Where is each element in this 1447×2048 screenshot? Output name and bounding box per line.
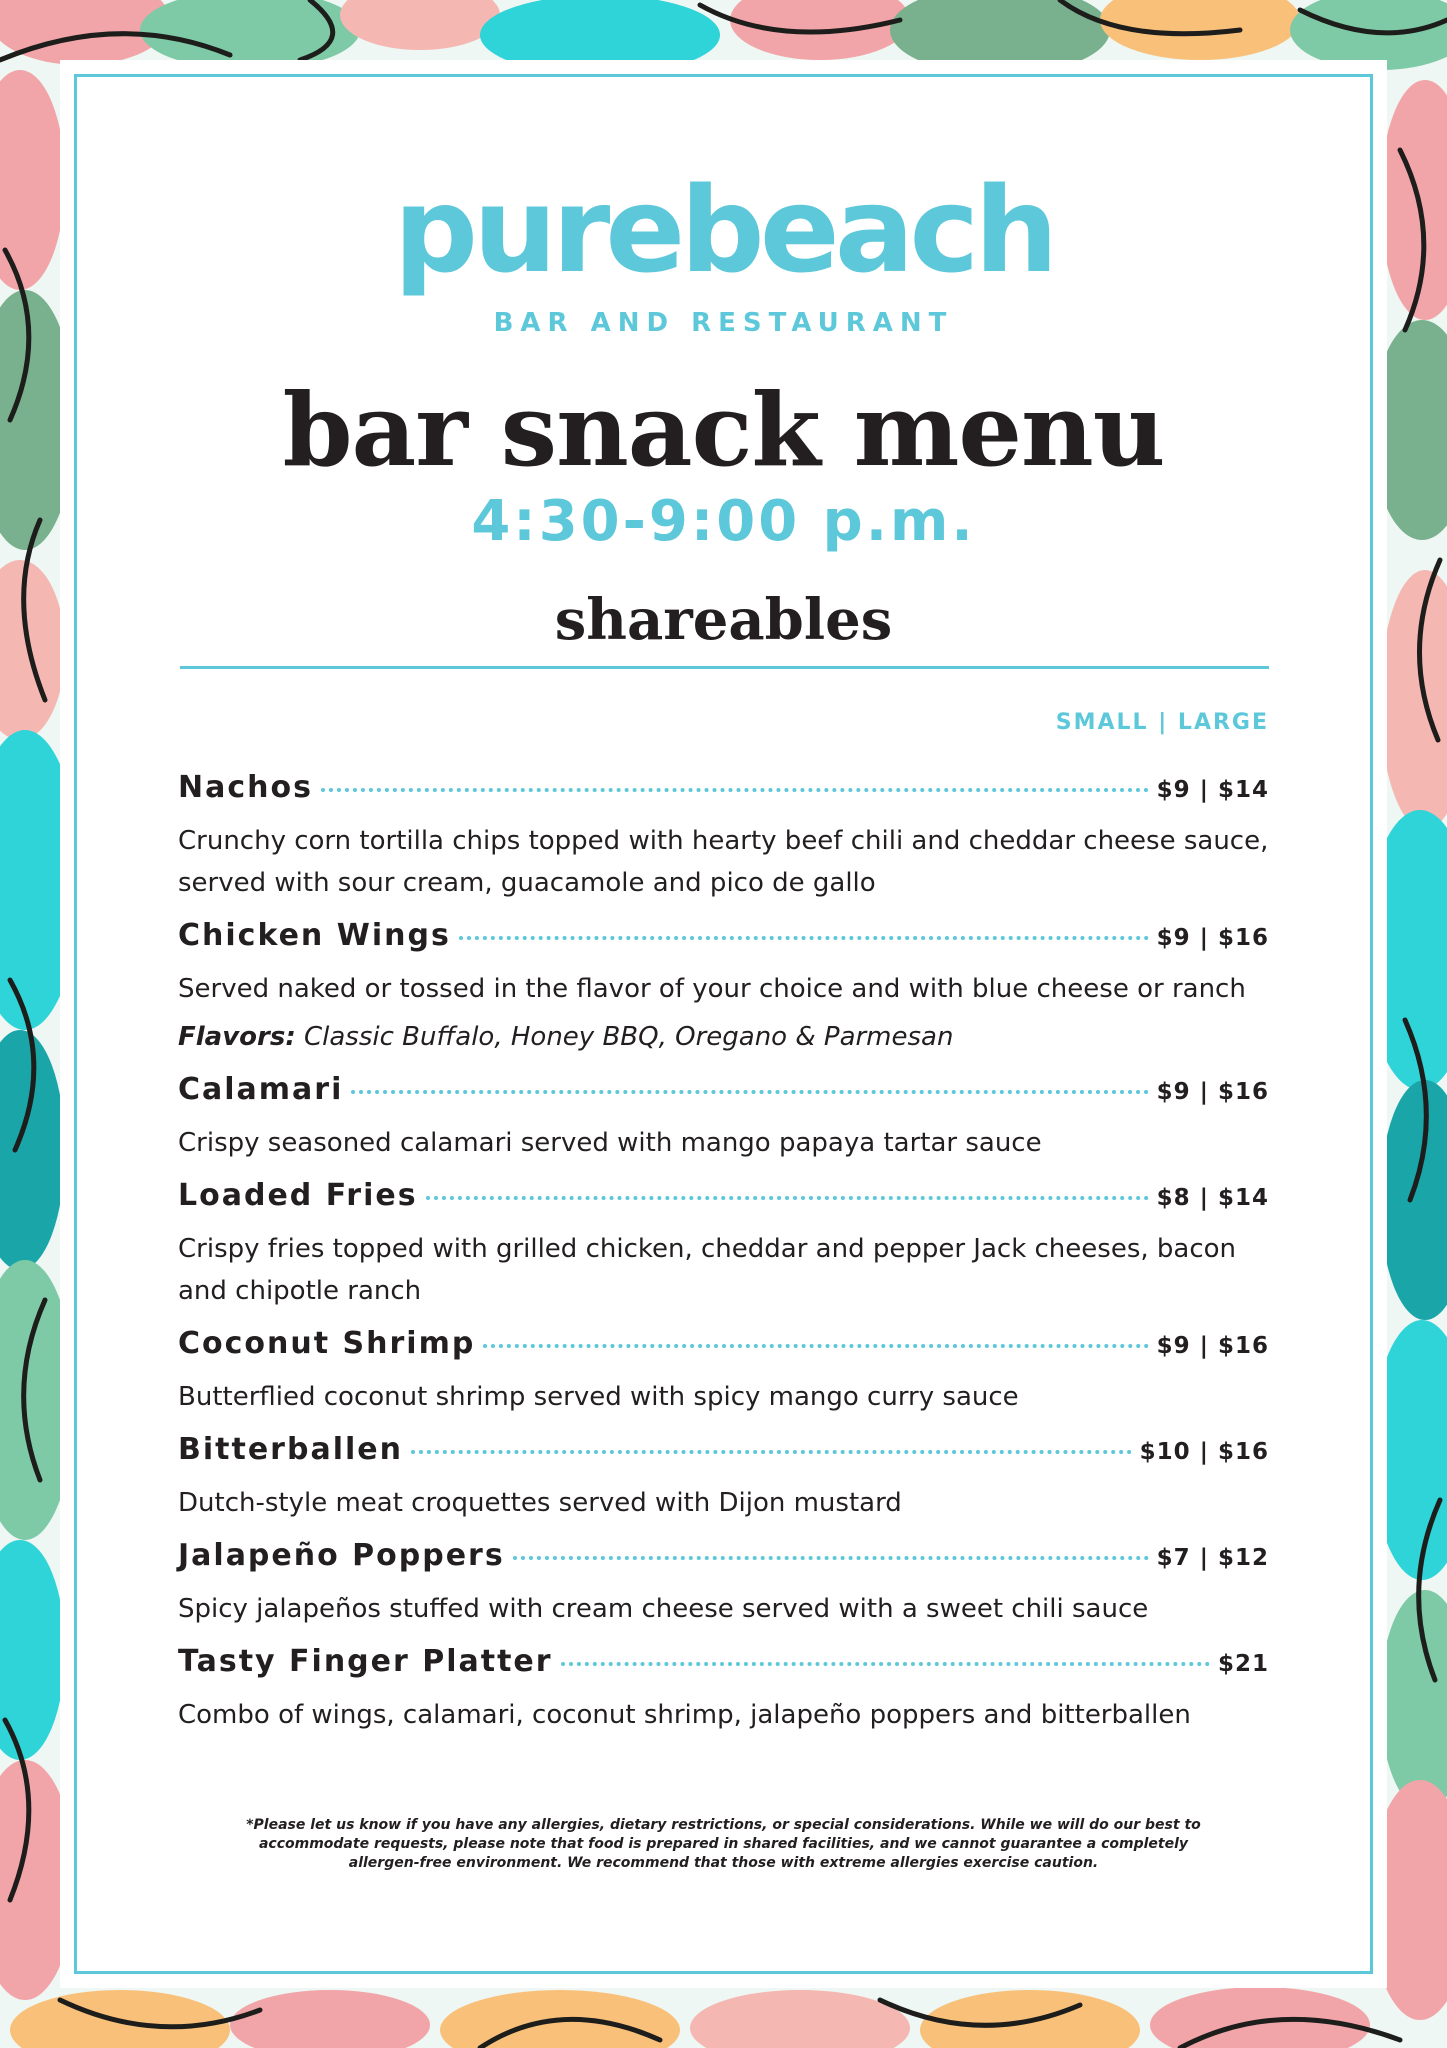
dot-leader xyxy=(426,1196,1149,1200)
item-price: $7 | $12 xyxy=(1156,1545,1269,1571)
item-description: Dutch-style meat croquettes served with Dijon mustard xyxy=(178,1488,902,1518)
item-price: $10 | $16 xyxy=(1139,1439,1269,1465)
dot-leader xyxy=(351,1090,1148,1094)
menu-card xyxy=(60,60,1387,1988)
item-name: Bitterballen xyxy=(178,1432,403,1467)
dot-leader xyxy=(483,1344,1148,1348)
service-hours: 4:30-9:00 p.m. xyxy=(471,489,976,554)
flavors-list: Classic Buffalo, Honey BBQ, Oregano & Parmesan xyxy=(304,1022,954,1052)
dot-leader xyxy=(411,1450,1132,1454)
dot-leader xyxy=(321,788,1149,792)
item-name: Coconut Shrimp xyxy=(178,1326,476,1361)
item-description: Butterflied coconut shrimp served with spicy mango curry sauce xyxy=(178,1382,1019,1412)
dot-leader xyxy=(513,1556,1149,1560)
menu-items xyxy=(178,770,1269,1750)
section-divider xyxy=(180,666,1269,669)
item-description: Combo of wings, calamari, coconut shrimp, jalapeño poppers and bitterballen xyxy=(178,1700,1191,1730)
section-title: shareables xyxy=(554,587,893,653)
item-name: Tasty Finger Platter xyxy=(178,1644,553,1679)
item-price: $21 xyxy=(1217,1651,1269,1677)
item-name: Chicken Wings xyxy=(178,918,451,953)
item-name: Nachos xyxy=(178,770,313,805)
item-price: $9 | $16 xyxy=(1156,1079,1269,1105)
dot-leader xyxy=(561,1662,1210,1666)
menu-item-calamari xyxy=(178,1072,1269,1164)
menu-title: bar snack menu xyxy=(282,371,1165,489)
menu-item-coconut-shrimp xyxy=(178,1326,1269,1418)
allergy-disclaimer: *Please let us know if you have any allergies, dietary restrictions, or special considerations. While we will do our best to accommodate requests, please note that food is prepared in shared facilities, and we cannot guarantee a completely allergen-free environment. We recommend that those with extreme allergies exercise caution. xyxy=(246,1817,1201,1871)
brand-subtitle: BAR AND RESTAURANT xyxy=(493,308,954,338)
flavors-line xyxy=(178,1016,1269,1058)
menu-item-bitterballen xyxy=(178,1432,1269,1524)
menu-item-chicken-wings xyxy=(178,918,1269,1058)
item-price: $9 | $16 xyxy=(1156,925,1269,951)
menu-item-nachos xyxy=(178,770,1269,904)
dot-leader xyxy=(459,936,1149,940)
menu-item-tasty-finger-platter xyxy=(178,1644,1269,1736)
brand-logo: purebeach xyxy=(393,161,1054,299)
item-price: $8 | $14 xyxy=(1156,1185,1269,1211)
menu-item-loaded-fries xyxy=(178,1178,1269,1312)
item-name: Loaded Fries xyxy=(178,1178,418,1213)
item-description: Crispy seasoned calamari served with mango papaya tartar sauce xyxy=(178,1128,1042,1158)
item-description: Crunchy corn tortilla chips topped with hearty beef chili and cheddar cheese sauce, served with sour cream, guacamole and pico de gallo xyxy=(178,826,1269,898)
size-header: SMALL | LARGE xyxy=(1055,710,1269,735)
item-description: Served naked or tossed in the flavor of your choice and with blue cheese or ranch xyxy=(178,974,1246,1004)
item-price: $9 | $14 xyxy=(1156,777,1269,803)
item-description: Spicy jalapeños stuffed with cream cheese served with a sweet chili sauce xyxy=(178,1594,1149,1624)
item-price: $9 | $16 xyxy=(1156,1333,1269,1359)
item-name: Jalapeño Poppers xyxy=(178,1538,505,1573)
item-description: Crispy fries topped with grilled chicken, cheddar and pepper Jack cheeses, bacon and chipotle ranch xyxy=(178,1234,1237,1306)
item-name: Calamari xyxy=(178,1072,344,1107)
flavors-label: Flavors: xyxy=(178,1022,296,1052)
menu-item-jalapeno-poppers xyxy=(178,1538,1269,1630)
